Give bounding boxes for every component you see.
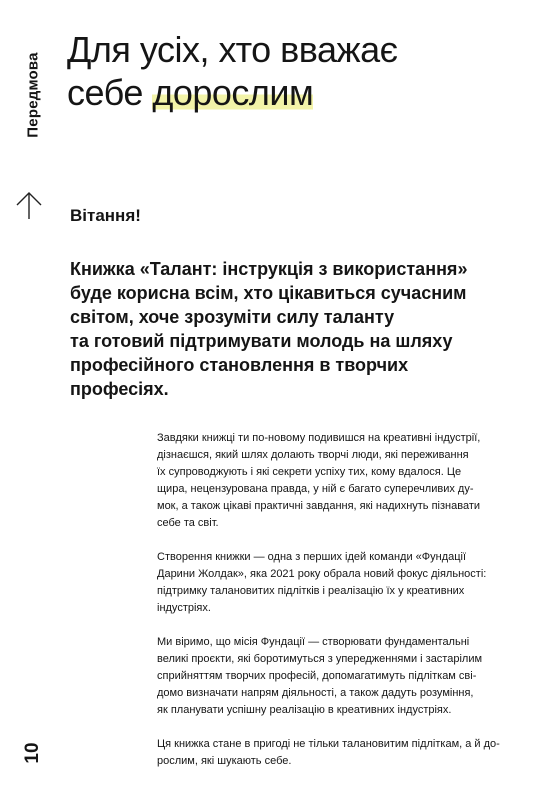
body-line: Ми віримо, що місія Фундації — створювати фундаментальні [157, 636, 470, 648]
greeting: Вітання! [70, 206, 141, 225]
body-line: мок, а також цікаві практичні завдання, які надихнуть пізнавати [157, 500, 481, 512]
body-line: дізнаєшся, який шлях долають творчі люди, які переживання [157, 449, 469, 461]
lead-line: світом, хоче зрозуміти силу таланту [70, 307, 395, 327]
lead-line: професіях. [70, 379, 169, 399]
body-paragraph [157, 634, 542, 719]
body-line: сприйняттям творчих професій, допомагатимуть підліткам сві- [157, 670, 477, 682]
body-text [157, 430, 542, 787]
section-label-text: Передмова [24, 52, 42, 138]
title-highlight: дорослим [152, 72, 314, 113]
lead-line: та готовий підтримувати молодь на шляху [70, 331, 453, 351]
body-line: Ця книжка стане в пригоді не тільки талановитим підліткам, а й до- [157, 738, 500, 750]
lead-line: буде корисна всім, хто цікавиться сучасним [70, 283, 467, 303]
body-line: індустріях. [157, 602, 211, 614]
section-label [20, 36, 46, 154]
lead-line: Книжка «Талант: інструкція з використання» [70, 259, 468, 279]
page-number [20, 738, 46, 768]
body-line: їх супроводжують і які секрети успіху тих, кому вдалося. Це [157, 466, 462, 478]
body-paragraph [157, 736, 542, 770]
body-line: як планувати успішну реалізацію в креативних індустріях. [157, 704, 452, 716]
body-line: домо визначати напрям діяльності, а також дадуть розуміння, [157, 687, 474, 699]
title-line-2-prefix: себе [67, 72, 153, 113]
body-line: рослим, які шукають себе. [157, 755, 292, 767]
title-line-1: Для усіх, хто вважає [67, 29, 398, 70]
body-line: себе та світ. [157, 517, 219, 529]
lead-line: професійного становлення в творчих [70, 355, 409, 375]
body-line: Створення книжки — одна з перших ідей команди «Фундації [157, 551, 467, 563]
body-line: підтримку талановитих підлітків і реалізацію їх у креативних [157, 585, 465, 597]
body-line: великі проєкти, які боротимуться з упередженнями і застарілим [157, 653, 483, 665]
arrow-up-icon [14, 190, 44, 220]
body-line: Дарини Жолдак», яка 2021 року обрала новий фокус діяльності: [157, 568, 487, 580]
page-title [67, 28, 507, 114]
body-paragraph [157, 430, 542, 532]
body-paragraph [157, 549, 542, 617]
page-number-text: 10 [22, 742, 43, 764]
body-line: Завдяки книжці ти по-новому подивишся на креативні індустрії, [157, 432, 481, 444]
body-line: щира, нецензурована правда, у ній є багато суперечливих ду- [157, 483, 474, 495]
lead-paragraph [70, 257, 540, 401]
